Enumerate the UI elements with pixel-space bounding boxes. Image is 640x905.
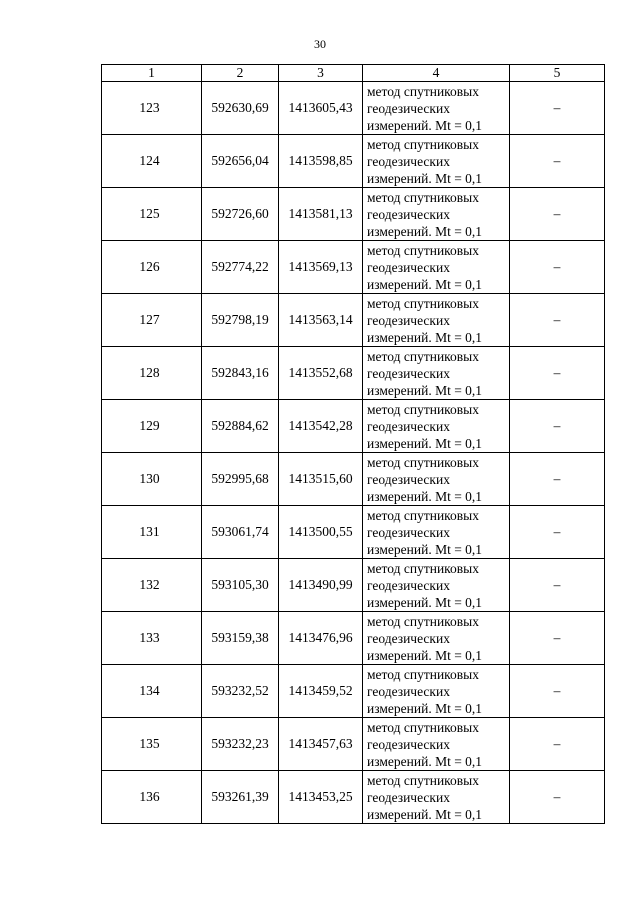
- header-col-2: 2: [202, 65, 279, 82]
- coord-x: 593232,23: [202, 718, 279, 771]
- coord-x: 592884,62: [202, 400, 279, 453]
- coord-x: 593061,74: [202, 506, 279, 559]
- method-description: метод спутниковых геодезических измерений. Mt = 0,1: [363, 82, 510, 135]
- method-description: метод спутниковых геодезических измерений. Mt = 0,1: [363, 771, 510, 824]
- point-number: 133: [102, 612, 202, 665]
- method-description: метод спутниковых геодезических измерений. Mt = 0,1: [363, 453, 510, 506]
- note-dash: –: [510, 188, 605, 241]
- coord-y: 1413581,13: [279, 188, 363, 241]
- note-dash: –: [510, 453, 605, 506]
- point-number: 123: [102, 82, 202, 135]
- point-number: 125: [102, 188, 202, 241]
- coord-x: 592995,68: [202, 453, 279, 506]
- point-number: 131: [102, 506, 202, 559]
- header-col-5: 5: [510, 65, 605, 82]
- header-col-3: 3: [279, 65, 363, 82]
- coord-x: 592656,04: [202, 135, 279, 188]
- table-row: [102, 294, 605, 347]
- note-dash: –: [510, 718, 605, 771]
- method-description: метод спутниковых геодезических измерений. Mt = 0,1: [363, 665, 510, 718]
- method-description: метод спутниковых геодезических измерений. Mt = 0,1: [363, 188, 510, 241]
- note-dash: –: [510, 400, 605, 453]
- coord-y: 1413459,52: [279, 665, 363, 718]
- table-row: [102, 241, 605, 294]
- note-dash: –: [510, 665, 605, 718]
- point-number: 124: [102, 135, 202, 188]
- coord-y: 1413605,43: [279, 82, 363, 135]
- table-row: [102, 82, 605, 135]
- coord-y: 1413569,13: [279, 241, 363, 294]
- point-number: 128: [102, 347, 202, 400]
- method-description: метод спутниковых геодезических измерений. Mt = 0,1: [363, 559, 510, 612]
- coord-x: 593105,30: [202, 559, 279, 612]
- point-number: 135: [102, 718, 202, 771]
- coord-x: 592774,22: [202, 241, 279, 294]
- coord-y: 1413515,60: [279, 453, 363, 506]
- note-dash: –: [510, 135, 605, 188]
- note-dash: –: [510, 82, 605, 135]
- coord-y: 1413457,63: [279, 718, 363, 771]
- coord-y: 1413500,55: [279, 506, 363, 559]
- coordinates-table: [101, 64, 605, 824]
- coord-y: 1413490,99: [279, 559, 363, 612]
- note-dash: –: [510, 506, 605, 559]
- method-description: метод спутниковых геодезических измерений. Mt = 0,1: [363, 347, 510, 400]
- point-number: 126: [102, 241, 202, 294]
- note-dash: –: [510, 294, 605, 347]
- method-description: метод спутниковых геодезических измерений. Mt = 0,1: [363, 135, 510, 188]
- point-number: 130: [102, 453, 202, 506]
- coord-y: 1413598,85: [279, 135, 363, 188]
- method-description: метод спутниковых геодезических измерений. Mt = 0,1: [363, 241, 510, 294]
- point-number: 127: [102, 294, 202, 347]
- header-col-4: 4: [363, 65, 510, 82]
- note-dash: –: [510, 559, 605, 612]
- coord-x: 592843,16: [202, 347, 279, 400]
- table-row: [102, 135, 605, 188]
- coord-x: 592630,69: [202, 82, 279, 135]
- method-description: метод спутниковых геодезических измерений. Mt = 0,1: [363, 400, 510, 453]
- table-row: [102, 665, 605, 718]
- method-description: метод спутниковых геодезических измерений. Mt = 0,1: [363, 718, 510, 771]
- coord-y: 1413453,25: [279, 771, 363, 824]
- table-row: [102, 453, 605, 506]
- method-description: метод спутниковых геодезических измерений. Mt = 0,1: [363, 612, 510, 665]
- point-number: 132: [102, 559, 202, 612]
- coord-y: 1413552,68: [279, 347, 363, 400]
- point-number: 134: [102, 665, 202, 718]
- coord-y: 1413542,28: [279, 400, 363, 453]
- table-row: [102, 612, 605, 665]
- table-row: [102, 188, 605, 241]
- coord-x: 593232,52: [202, 665, 279, 718]
- note-dash: –: [510, 241, 605, 294]
- note-dash: –: [510, 771, 605, 824]
- table-row: [102, 718, 605, 771]
- coord-y: 1413476,96: [279, 612, 363, 665]
- coord-x: 593261,39: [202, 771, 279, 824]
- table-header-row: [102, 65, 605, 82]
- note-dash: –: [510, 347, 605, 400]
- table-row: [102, 506, 605, 559]
- coord-x: 592798,19: [202, 294, 279, 347]
- header-col-1: 1: [102, 65, 202, 82]
- note-dash: –: [510, 612, 605, 665]
- page-number: 30: [314, 37, 326, 51]
- method-description: метод спутниковых геодезических измерений. Mt = 0,1: [363, 506, 510, 559]
- method-description: метод спутниковых геодезических измерений. Mt = 0,1: [363, 294, 510, 347]
- table-row: [102, 400, 605, 453]
- table-row: [102, 347, 605, 400]
- point-number: 136: [102, 771, 202, 824]
- table-row: [102, 559, 605, 612]
- point-number: 129: [102, 400, 202, 453]
- coord-x: 593159,38: [202, 612, 279, 665]
- coord-y: 1413563,14: [279, 294, 363, 347]
- coord-x: 592726,60: [202, 188, 279, 241]
- table-row: [102, 771, 605, 824]
